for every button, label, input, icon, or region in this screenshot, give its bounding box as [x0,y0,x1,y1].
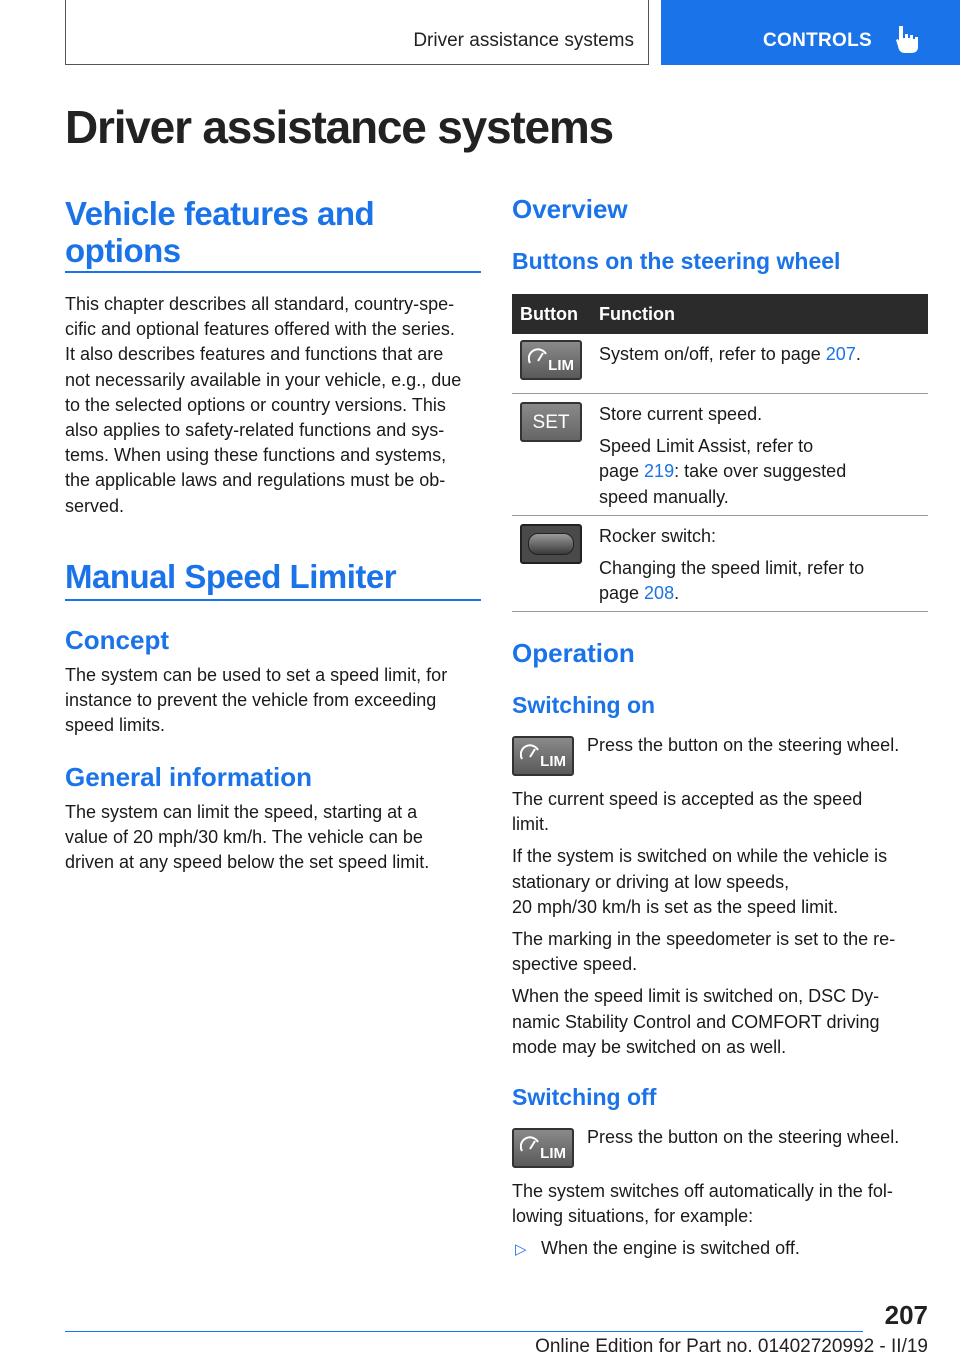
text-line: The system can be used to set a speed limit, for [65,665,448,685]
vehicle-features-text [65,292,485,519]
buttons-table [512,294,928,612]
text-line: driven at any speed below the set speed limit. [65,852,430,873]
table-row [512,334,928,394]
set-button-icon [520,402,582,442]
text-line: the applicable laws and regulations must be ob- [65,470,446,491]
bullet-triangle-icon: ▷ [515,1241,527,1258]
vehicle-features-heading: Vehicle features and options [65,195,481,273]
operation-heading: Operation [512,638,635,668]
pointing-hand-icon [895,24,921,54]
switching-on-text [512,787,932,1060]
switching-off-heading: Switching off [512,1084,657,1110]
page-link[interactable]: 219 [644,461,675,482]
switching-off-text [512,1179,932,1229]
buttons-on-steering-wheel-heading: Buttons on the steering wheel [512,248,841,274]
text-line: to the selected options or country versions. This [65,394,446,415]
function-text: Speed Limit Assist, refer to [599,436,814,457]
function-text: Rocker switch: [599,526,717,546]
text-line: mode may be switched on as well. [512,1036,787,1057]
switching-on-press-text: Press the button on the steering wheel. [587,735,900,755]
text-line: When the speed limit is switched on, DSC Dy- [512,986,880,1007]
page-link[interactable]: 208 [644,583,675,604]
text-line: instance to prevent the vehicle from exceeding [65,690,437,711]
text-line: The system can limit the speed, starting at a [65,802,418,822]
concept-heading: Concept [65,625,169,655]
text-line: not necessarily available in your vehicle, e.g., due [65,369,462,390]
table-row [512,394,928,516]
list-item: When the engine is switched off. [541,1238,800,1258]
text-line: value of 20 mph/30 km/h. The vehicle can be [65,827,423,848]
table-row [512,516,928,612]
header-section-tab [65,0,649,65]
function-text [599,459,919,484]
function-cell [599,342,919,367]
text-line: speed limits. [65,715,166,736]
function-text: . [855,344,861,364]
function-text: Changing the speed limit, refer to [599,558,865,579]
switching-off-press-text: Press the button on the steering wheel. [587,1127,900,1147]
text-line: also applies to safety-related functions and sys- [65,420,445,441]
function-text [599,581,919,606]
text-line: lowing situations, for example: [512,1206,754,1227]
header-section-label: Driver assistance systems [413,30,634,51]
table-header [512,294,928,334]
text-line: namic Stability Control and COMFORT driving [512,1011,880,1032]
overview-heading: Overview [512,194,628,224]
page-link[interactable]: 207 [825,344,856,364]
text-line: This chapter describes all standard, country-spe- [65,294,455,314]
function-text: Store current speed. [599,404,763,424]
function-text: page [599,461,645,482]
function-text: : take over suggested [674,461,847,482]
lim-button-icon [520,340,582,380]
text-line: cific and optional features offered with the series. [65,319,455,340]
lim-button-icon: LIM [512,736,574,776]
lim-button-icon: LIM [512,1128,574,1168]
text-line: spective speed. [512,954,638,975]
text-line: served. [65,495,125,516]
function-cell [599,402,919,510]
set-icon-text: SET [532,412,570,433]
switching-on-heading: Switching on [512,692,656,718]
text-line: It also describes features and functions that are [65,344,444,365]
function-text: page [599,583,645,604]
text-line: stationary or driving at low speeds, [512,871,790,892]
general-information-text [65,800,485,876]
general-information-heading: General information [65,762,313,792]
text-line: The current speed is accepted as the speed [512,789,863,809]
text-line: tems. When using these functions and systems, [65,445,447,466]
function-text: . [674,583,680,604]
manual-speed-limiter-heading: Manual Speed Limiter [65,558,481,601]
col-header-function: Function [599,304,675,324]
text-line: If the system is switched on while the vehicle is [512,846,888,867]
concept-text [65,663,485,739]
col-header-button: Button [520,304,578,324]
function-cell [599,524,919,607]
text-line: 20 mph/30 km/h is set as the speed limit. [512,896,839,917]
function-text: speed manually. [599,486,729,507]
footer-edition: Online Edition for Part no. 01402720992 - II/19 [535,1336,928,1357]
text-line: The marking in the speedometer is set to the re- [512,929,896,950]
chapter-title: Driver assistance systems [65,101,613,153]
footer-divider [65,1331,863,1332]
text-line: The system switches off automatically in the fol- [512,1181,893,1201]
lim-icon-text: LIM [548,357,574,374]
text-line: limit. [512,814,549,835]
controls-tab-label: CONTROLS [763,30,873,51]
header-controls-tab[interactable] [661,0,960,65]
rocker-switch-icon [520,524,582,564]
page-number: 207 [884,1300,928,1330]
function-text: System on/off, refer to page [599,344,826,364]
